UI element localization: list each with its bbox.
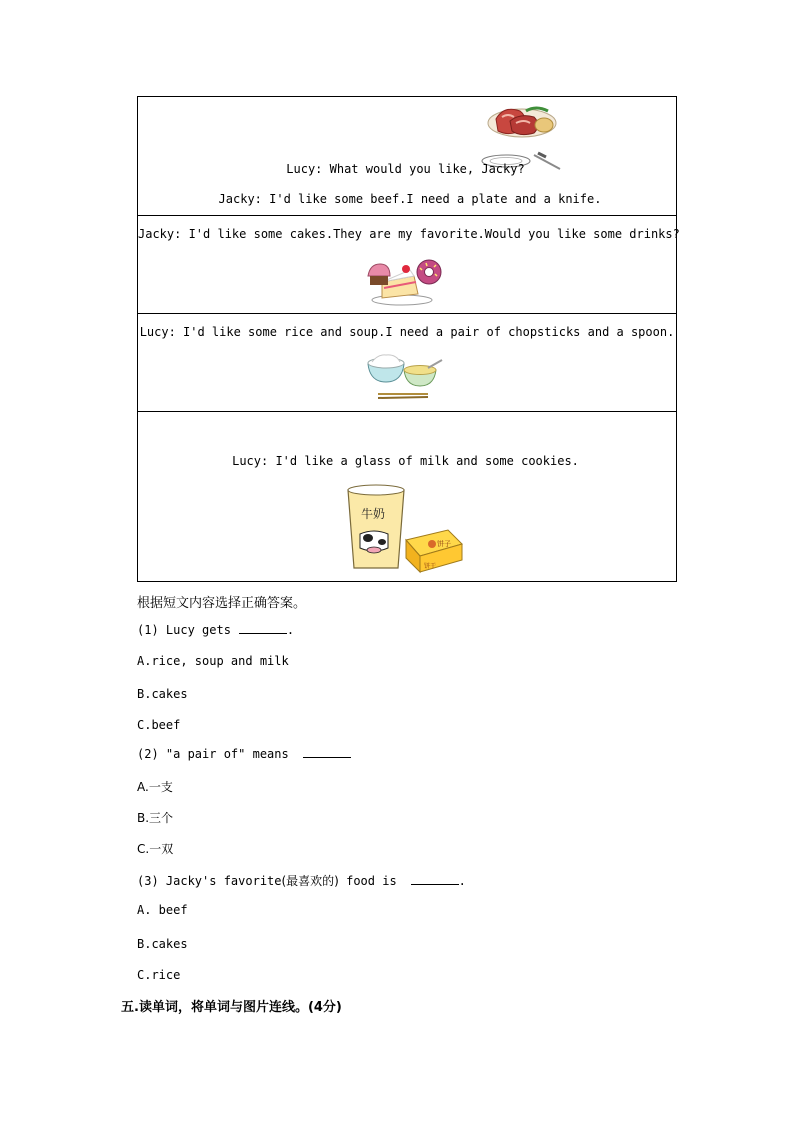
dialogue-line: Jacky: I'd like some cakes.They are my favorite.Would you like some drinks? bbox=[138, 227, 680, 241]
question-stem-cn: (最喜欢的) bbox=[281, 874, 339, 888]
question-end: . bbox=[286, 623, 295, 637]
dialogue-line: Lucy: What would you like, Jacky? bbox=[286, 162, 525, 176]
reading-table bbox=[137, 96, 680, 582]
instruction: 根据短文内容选择正确答案。 bbox=[137, 596, 307, 611]
section-heading: 五.读单词，将单词与图片连线。(4分) bbox=[121, 1000, 342, 1015]
reading-cell-3 bbox=[138, 314, 677, 412]
option-c[interactable]: C.rice bbox=[137, 968, 181, 982]
option-a[interactable]: A.rice, soup and milk bbox=[137, 654, 289, 668]
reading-row-1 bbox=[138, 97, 677, 216]
cakes-image bbox=[366, 254, 444, 306]
beef-plate-knife-image bbox=[476, 103, 566, 171]
question-2 bbox=[137, 747, 351, 761]
option-c[interactable]: C.beef bbox=[137, 718, 181, 732]
option-c[interactable]: C.一双 bbox=[137, 842, 174, 856]
reading-row-4 bbox=[138, 412, 677, 582]
question-stem: (3) Jacky's favorite bbox=[137, 874, 282, 888]
option-a[interactable]: A.一支 bbox=[137, 780, 173, 794]
rice-soup-chopsticks-image bbox=[366, 350, 446, 402]
question-1 bbox=[137, 623, 294, 637]
milk-label: 牛奶 bbox=[361, 507, 386, 521]
option-a[interactable]: A. beef bbox=[137, 903, 188, 917]
cookie-box-label: 饼干 bbox=[424, 563, 437, 570]
answer-blank[interactable] bbox=[239, 623, 287, 634]
dialogue-line: Jacky: I'd like some beef.I need a plate and a knife. bbox=[218, 192, 602, 206]
dialogue-line: Lucy: I'd like some rice and soup.I need a pair of chopsticks and a spoon. bbox=[139, 325, 675, 339]
reading-cell-2 bbox=[138, 216, 680, 314]
reading-cell-4 bbox=[138, 412, 677, 582]
milk-cookies-image bbox=[344, 482, 468, 574]
dialogue-line: Lucy: I'd like a glass of milk and some cookies. bbox=[232, 454, 579, 468]
question-stem: (1) Lucy gets bbox=[137, 623, 231, 637]
option-b[interactable]: B.cakes bbox=[137, 687, 188, 701]
question-end: . bbox=[458, 874, 466, 888]
question-stem: food is bbox=[338, 874, 397, 888]
reading-row-3 bbox=[138, 314, 677, 412]
reading-cell-1 bbox=[138, 97, 677, 216]
answer-blank[interactable] bbox=[303, 747, 351, 758]
reading-row-2 bbox=[138, 216, 677, 314]
answer-blank[interactable] bbox=[411, 874, 459, 885]
question-3 bbox=[137, 872, 466, 889]
question-stem: (2) "a pair of" means bbox=[137, 747, 289, 761]
cookie-box-label: 饼子 bbox=[437, 540, 451, 548]
option-b[interactable]: B.三个 bbox=[137, 811, 174, 825]
option-b[interactable]: B.cakes bbox=[137, 937, 188, 951]
